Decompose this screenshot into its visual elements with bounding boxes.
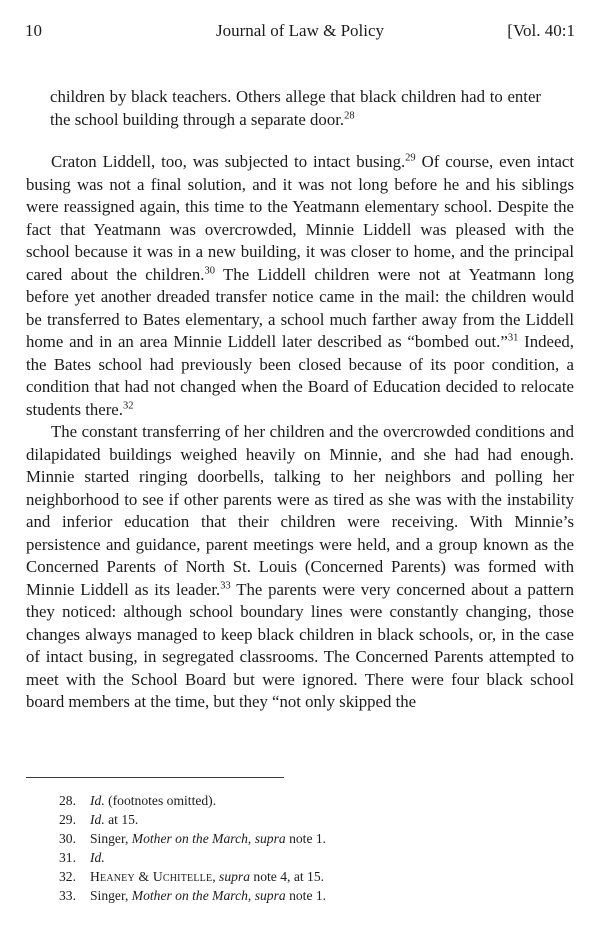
running-head [25,21,575,41]
body-paragraph-2: The constant transferring of her children and the overcrowded conditions and dilapidated buildings weighed heavily on Minnie, and she had had enough. Minnie started ringing doorbells, talking to her neighbors and polling her neighborhood to see if other parents were as tired as she was with the instability and inferior education that their children were receiving. With Minnie’s persistence and guidance, parent meetings were held, and a group known as the Concerned Parents of North St. Louis (Concerned Parents) was formed with Minnie Liddell as its leader.$^{33}$ The parents were very concerned about a pattern they noticed: although school boundary lines were constantly changing, those changes always managed to keep black children in black schools, or, in the case of intact busing, in segregated classrooms. The Concerned Parents attempted to meet with the School Board but were ignored. There were four black school board members at the time, but they “not only skipped the [26,422,574,711]
footnotes-section [26,777,574,905]
footnote-item [26,810,574,829]
footnote-number: 30. [59,831,76,846]
footnote-text: Heaney & Uchitelle, supra note 4, at 15. [90,869,325,884]
footnote-ref: 32 [122,399,134,411]
body-paragraph-1: Craton Liddell, too, was subjected to intact busing.$^{29}$ Of course, even intact busing was not a final solution, and it was not long before he and his siblings were reassigned again, this time to the Yeatmann elementary school. Despite the fact that Yeatmann was overcrowded, Minnie Liddell was pleased with the school because it was in a new building, it was closer to home, and the principal cared about the children.$^{30}$ The Liddell children were not at Yeatmann long before yet another dreaded transfer notice came in the mail: the children would be transferred to Bates elementary, a school much farther away from the Liddell home and in an area Minnie Liddell later described as “bombed out.”$^{31}$ Indeed, the Bates school had previously been closed because of its poor condition, a condition that had not changed when the Board of Education decided to relocate students there.$^{32}$ [26,152,575,419]
footnote-ref: 33 [220,579,231,591]
footnote-number: 28. [59,793,76,808]
footnote-text: Id. at 15. [90,812,139,827]
footnote-item [26,848,574,867]
page-number: 10 [25,21,42,40]
footnote-text: Singer, Mother on the March, supra note 1. [90,888,327,903]
page-body [26,86,574,714]
footnote-item [26,791,574,810]
footnote-item [26,829,574,848]
footnote-number: 32. [59,869,76,884]
block-quote-continuation: children by black teachers. Others allege that black children had to enter the school building through a separate door.$^{28}$ [50,87,541,129]
footnote-ref: 31 [507,332,519,344]
footnote-ref: 30 [204,264,215,276]
footnote-list [26,791,574,905]
footnote-text: Id. (footnotes omitted). [90,793,217,808]
footnote-separator [26,777,284,778]
footnote-number: 31. [59,850,76,865]
footnote-item [26,886,574,905]
journal-title: Journal of Law & Policy [215,21,385,40]
footnote-text: Singer, Mother on the March, supra note 1. [90,831,327,846]
footnote-number: 33. [59,888,76,903]
footnote-number: 29. [59,812,76,827]
footnote-ref: 28 [344,109,355,121]
footnote-text: Id. [90,850,105,865]
volume-label: [Vol. 40:1 [507,21,575,40]
footnote-item [26,867,574,886]
footnote-ref: 29 [405,152,416,164]
